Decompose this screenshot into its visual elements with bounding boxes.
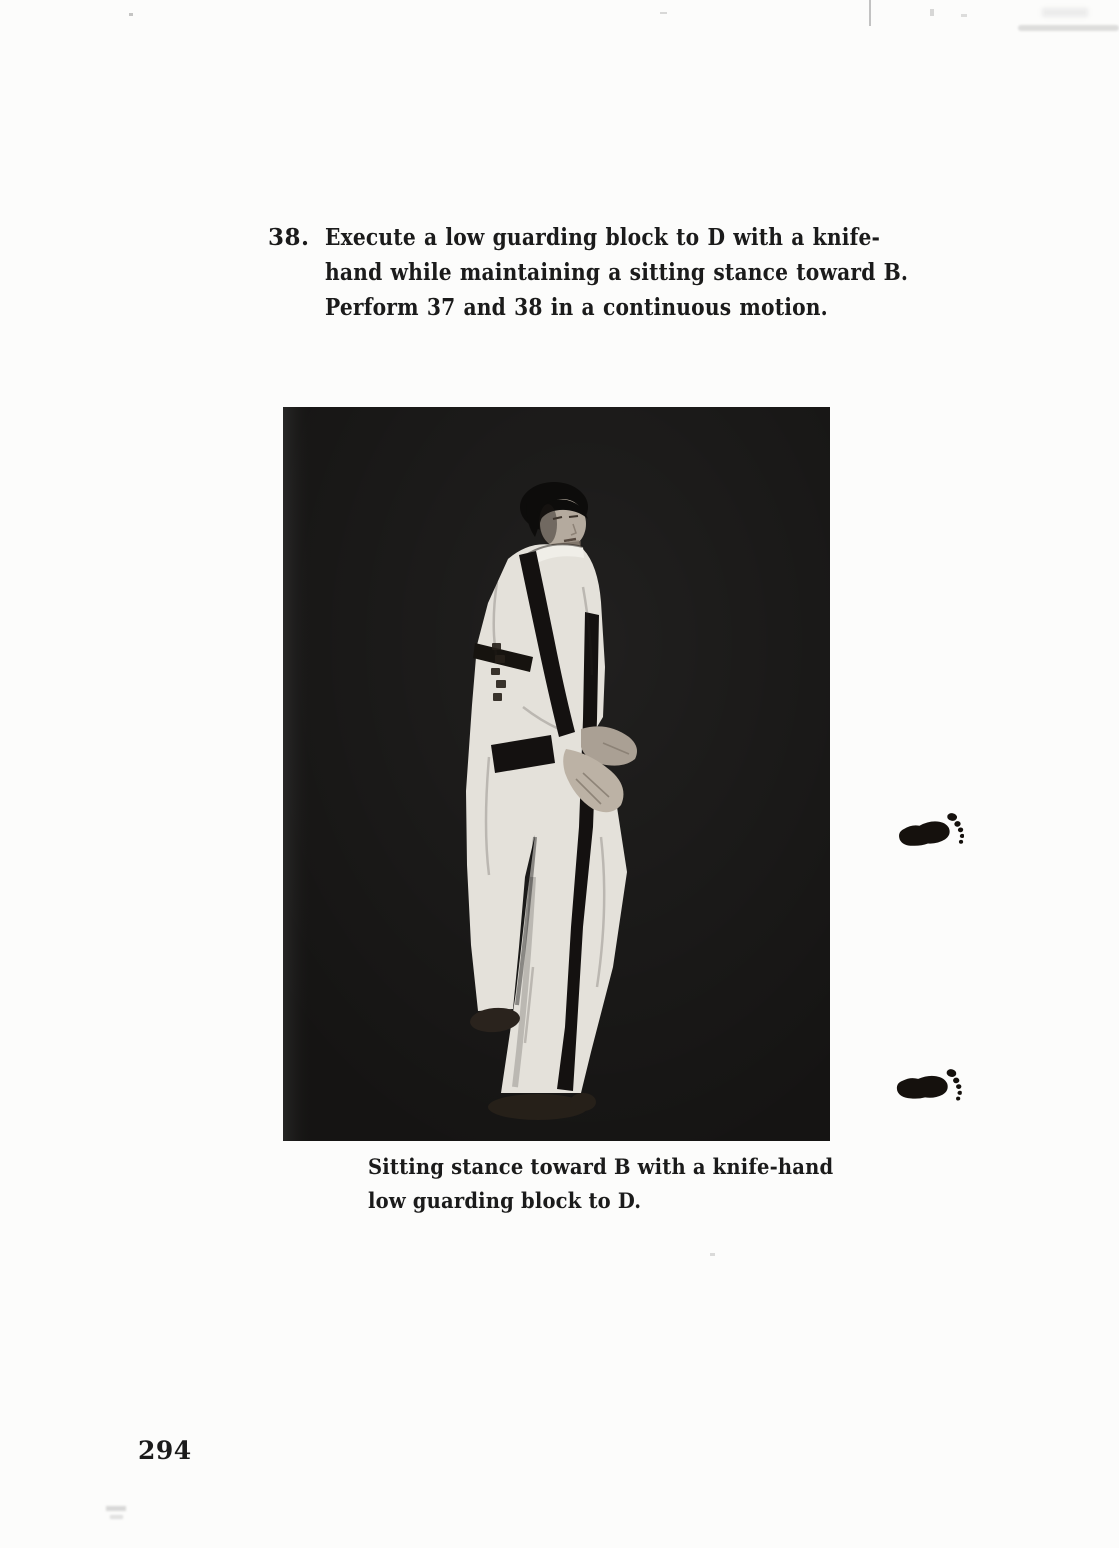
scan-artifact (129, 13, 133, 16)
instruction-text (325, 220, 909, 325)
stance-photo-illustration (283, 407, 830, 1141)
scan-artifact (1018, 25, 1119, 31)
instruction-line-2: hand while maintaining a sitting stance toward B. (325, 259, 909, 286)
scan-artifact (869, 0, 871, 26)
scan-artifact (710, 1253, 715, 1256)
caption-line-1: Sitting stance toward B with a knife-hand (368, 1154, 834, 1179)
scan-artifact (660, 12, 667, 14)
scan-artifact (110, 1515, 123, 1519)
stance-photograph (283, 407, 830, 1141)
scan-artifact (106, 1506, 126, 1511)
photo-caption (368, 1150, 889, 1218)
caption-line-2: low guarding block to D. (368, 1188, 642, 1213)
instruction-line-3: Perform 37 and 38 in a continuous motion. (325, 294, 828, 321)
scan-artifact (1042, 8, 1088, 17)
instruction-line-1: Execute a low guarding block to D with a knife- (325, 224, 881, 251)
footprint-icon (891, 1064, 963, 1112)
scan-artifact (930, 9, 934, 16)
footprint-icon (894, 812, 964, 856)
page-number: 294 (138, 1436, 192, 1465)
scan-artifact (961, 14, 967, 17)
instruction-number: 38. (268, 224, 310, 251)
